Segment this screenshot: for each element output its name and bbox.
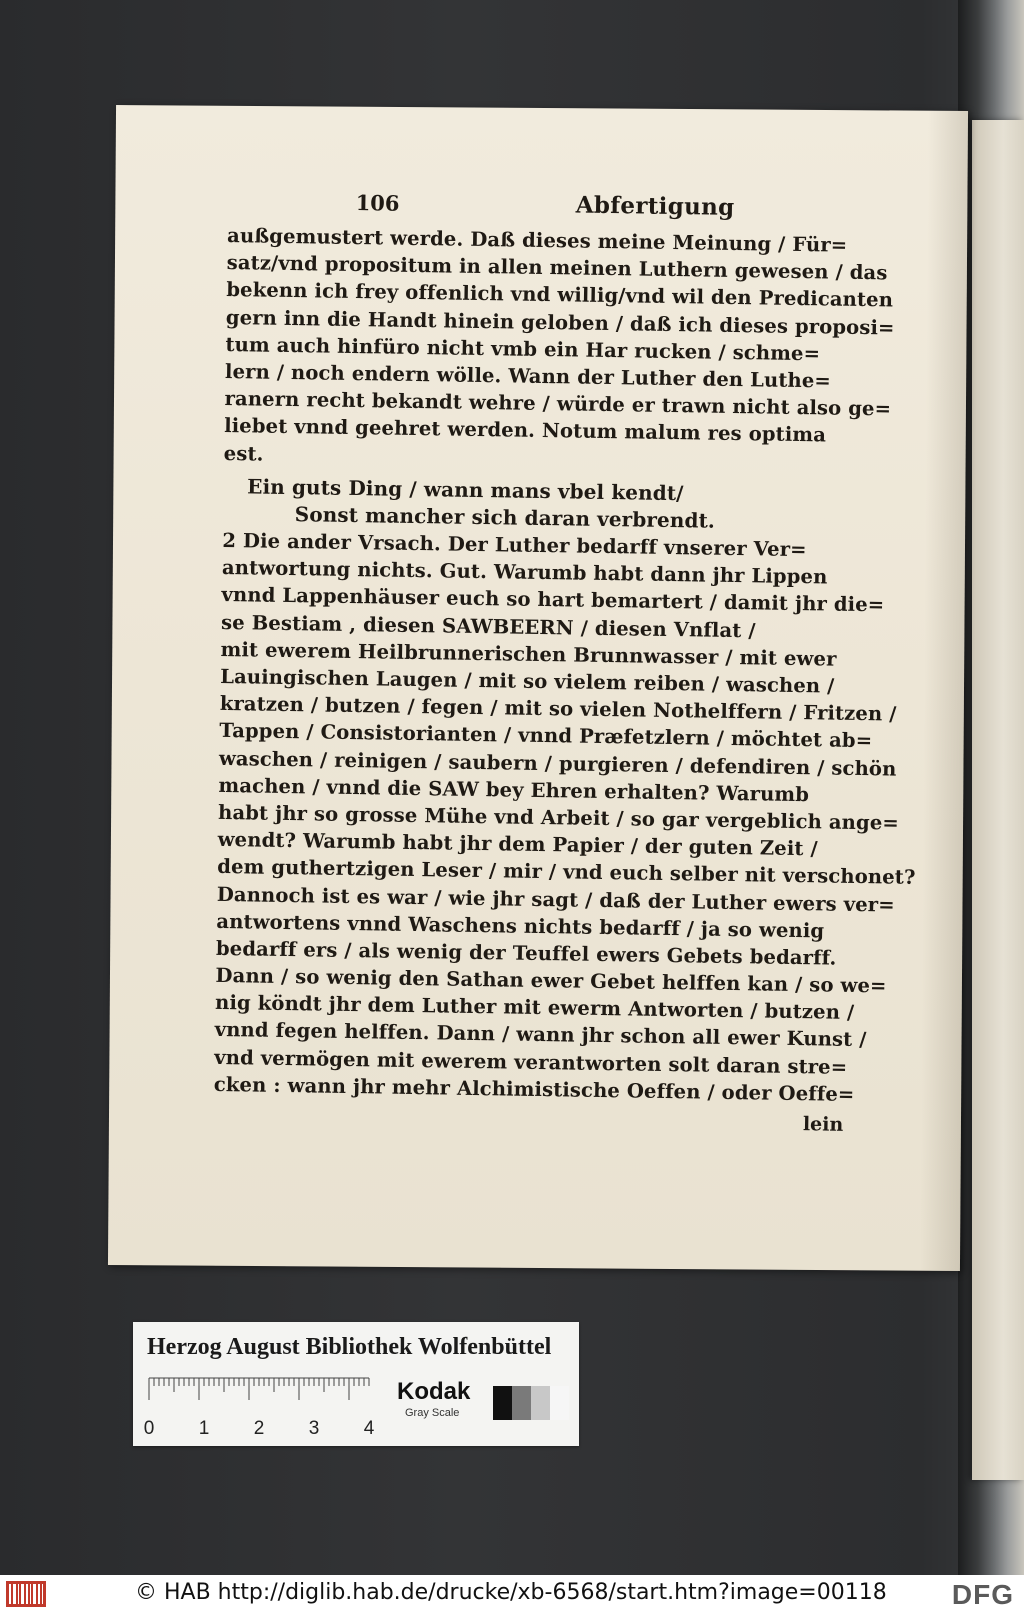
text-line: vnnd fegen helffen. Dann / wann jhr schon all ewer Kunst / [214, 1018, 867, 1052]
text-line: bekenn ich frey offenlich vnd willig/vnd wil den Predicanten [226, 278, 894, 312]
body-paragraph-1 [224, 222, 928, 478]
running-title: Abfertigung [575, 191, 735, 221]
text-line: außgemustert werde. Daß dieses meine Meinung / Für= [226, 223, 848, 257]
text-line: Lauingischen Laugen / mit so vielem reiben / waschen / [220, 664, 835, 698]
library-name: Herzog August Bibliothek Wolfenbüttel [147, 1334, 552, 1360]
text-line: vnnd Lappenhäuser euch so hart bemartert / damit jhr die= [221, 583, 885, 617]
dfg-logo: DFG [951, 1579, 1014, 1610]
page-text-block [213, 182, 928, 1139]
text-line: dem guthertzigen Leser / mir / vnd euch selber nit verschonet? [217, 855, 916, 890]
text-line: tum auch hinfüro nicht vmb ein Har rucken / schme= [225, 332, 821, 366]
text-line: Dann / so wenig den Sathan ewer Gebet helffen kan / so we= [215, 963, 887, 998]
ruler-label: 3 [308, 1418, 320, 1439]
ruler-label: 1 [198, 1418, 210, 1439]
text-line: gern inn die Handt hinein geloben / daß ich dieses proposi= [225, 305, 895, 340]
text-line: satz/vnd propositum in allen meinen Luthern gewesen / das [226, 251, 888, 285]
grayscale-label: Gray Scale [405, 1407, 460, 1419]
text-line: antwortens vnnd Waschens nichts bedarff / ja so wenig [216, 909, 825, 943]
page-number: 106 [355, 190, 400, 216]
text-line: Sonst mancher sich daran verbrendt. [294, 501, 716, 533]
text-line: mit ewerem Heilbrunnerischen Brunnwasser / mit ewer [220, 637, 837, 671]
color-calibration-card [133, 1322, 579, 1446]
text-line: cken : wann jhr mehr Alchimistische Oeffen / oder Oeffe= [213, 1072, 855, 1106]
text-line: lern / noch endern wölle. Wann der Luther den Luthe= [224, 359, 832, 393]
text-line: 2 Die ander Vrsach. Der Luther bedarff vnserer Ver= [222, 529, 807, 562]
ruler-label: 0 [143, 1418, 155, 1439]
text-line: se Bestiam , diesen SAWBEERN / diesen Vnflat / [220, 610, 756, 642]
text-line: Ein guts Ding / wann mans vbel kendt/ [247, 474, 684, 505]
text-line: vnd vermögen mit ewerem verantworten solt daran stre= [214, 1045, 848, 1079]
text-line: liebet vnnd geehret werden. Notum malum res optima [223, 414, 827, 447]
footer-credit-link[interactable]: © HAB http://diglib.hab.de/drucke/xb-6568/start.htm?image=00118 [135, 1580, 887, 1605]
ruler-scale [143, 1376, 385, 1439]
text-line: nig köndt jhr dem Luther mit ewerm Antworten / butzen / [214, 991, 855, 1025]
ruler-label: 4 [363, 1418, 375, 1439]
text-line: Tappen / Consistorianten / vnnd Præfetzlern / möchtet ab= [219, 719, 873, 753]
text-line: kratzen / butzen / fegen / mit so vielen Nothelffern / Fritzen / [219, 692, 897, 726]
body-paragraph-2 [214, 527, 923, 1109]
ruler-label: 2 [253, 1418, 265, 1439]
gray-swatch [531, 1386, 550, 1420]
text-line: wendt? Warumb habt jhr dem Papier / der guten Zeit / [217, 828, 818, 861]
gray-swatch [493, 1386, 512, 1420]
footer-bar [0, 1575, 1024, 1613]
gray-swatch [512, 1386, 531, 1420]
text-line: ranern recht bekandt wehre / würde er trawn nicht also ge= [224, 387, 892, 421]
text-line: antwortung nichts. Gut. Warumb habt dann jhr Lippen [221, 556, 828, 589]
adjacent-page-edge [972, 120, 1024, 1480]
barcode-icon [6, 1581, 46, 1607]
catchword: lein [802, 1113, 844, 1136]
text-line: Dannoch ist es war / wie jhr sagt / daß der Luther ewers ver= [216, 882, 895, 917]
text-line: est. [223, 441, 264, 466]
text-line: bedarff ers / als wenig der Teuffel ewers Gebets bedarff. [215, 936, 837, 970]
kodak-logo: Kodak [397, 1378, 471, 1405]
text-line: waschen / reinigen / saubern / purgieren / defendiren / schön [218, 746, 897, 781]
gray-swatches [493, 1386, 569, 1420]
gray-swatch [550, 1386, 569, 1420]
text-line: machen / vnnd die SAW bey Ehren erhalten? Warumb [218, 773, 810, 806]
text-line: habt jhr so grosse Mühe vnd Arbeit / so gar vergeblich ange= [217, 800, 900, 835]
